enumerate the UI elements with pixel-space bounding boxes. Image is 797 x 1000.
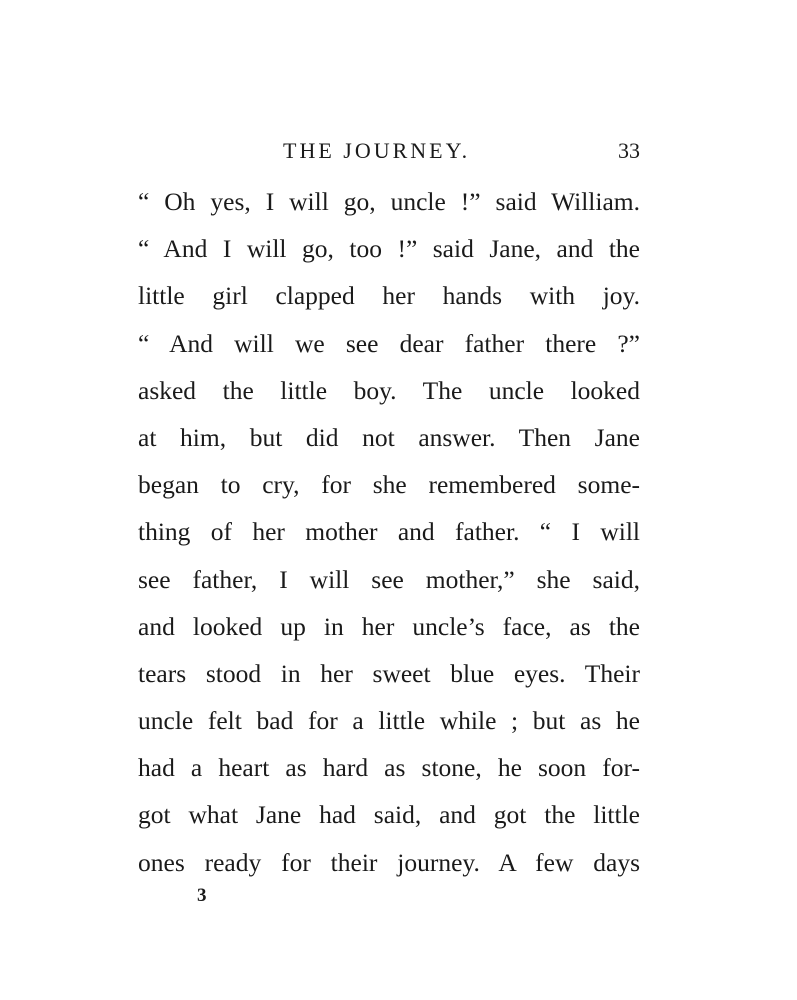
text-line: uncle felt bad for a little while ; but as he: [138, 706, 640, 736]
text-line: “ Oh yes, I will go, uncle !” said William.: [138, 187, 640, 216]
text-line: had a heart as hard as stone, he soon for-: [138, 753, 640, 783]
running-title: THE JOURNEY.: [283, 138, 471, 163]
text-line: ones ready for their journey. A few days: [138, 847, 640, 877]
running-head: [138, 136, 640, 166]
text-line: at him, but did not answer. Then Jane: [138, 422, 640, 452]
text-line: tears stood in her sweet blue eyes. Their: [138, 658, 640, 688]
text-line: “ And I will go, too !” said Jane, and the: [138, 234, 640, 264]
page-number: 33: [618, 138, 640, 163]
text-line: asked the little boy. The uncle looked: [138, 375, 640, 405]
body-text: [138, 178, 640, 886]
text-line: “ And will we see dear father there ?”: [138, 328, 640, 358]
text-line: got what Jane had said, and got the little: [138, 800, 640, 830]
signature-mark: 3: [197, 885, 207, 906]
text-line: see father, I will see mother,” she said,: [138, 564, 640, 594]
text-line: thing of her mother and father. “ I will: [138, 517, 640, 547]
text-line: little girl clapped her hands with joy.: [138, 281, 640, 311]
text-line: and looked up in her uncle’s face, as the: [138, 611, 640, 641]
text-line: began to cry, for she remembered some-: [138, 470, 640, 500]
